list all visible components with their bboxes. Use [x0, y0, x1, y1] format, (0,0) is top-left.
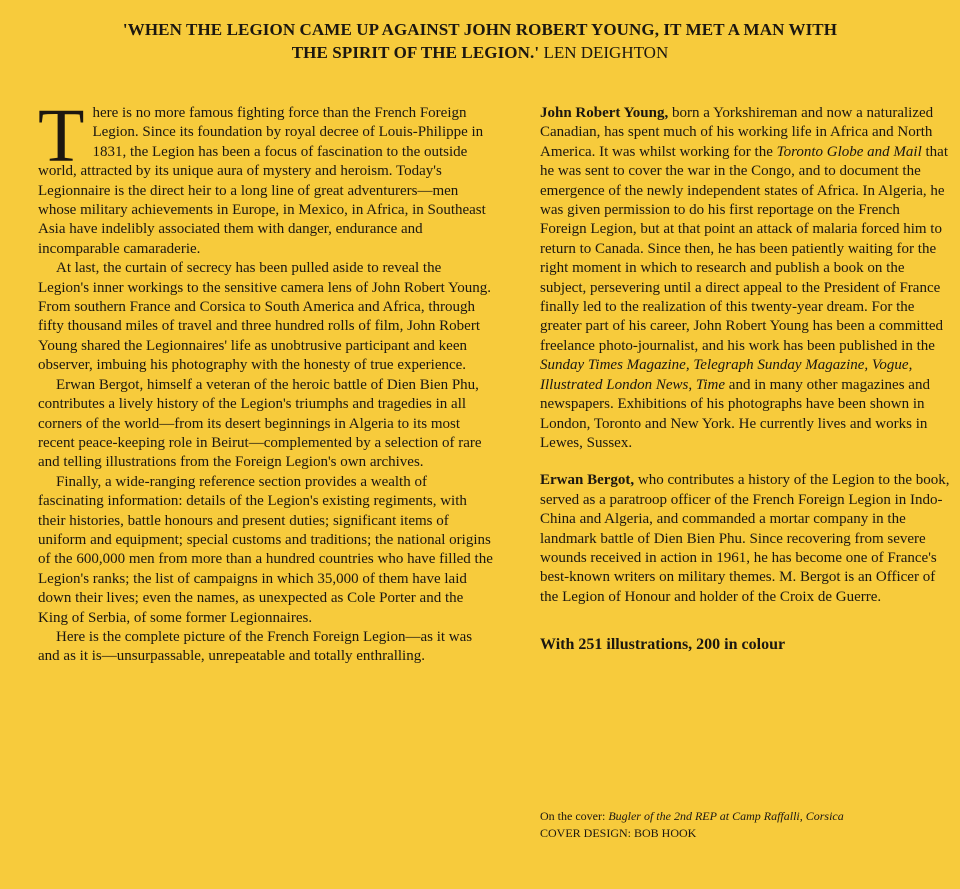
contributor-name: Erwan Bergot, — [540, 472, 635, 489]
pull-quote — [0, 18, 960, 64]
blurb-paragraph-3: Erwan Bergot, himself a veteran of the heroic battle of Dien Bien Phu, contributes a lively history of the Legion's triumphs and tragedies in all corners of the world—from its desert beginnings in Algeria to its most recent peace-keeping role in Beirut—complemented by a selection of rare and telling illustrations from the Foreign Legion's own archives. — [38, 376, 482, 471]
author-name: John Robert Young, — [540, 105, 669, 121]
quote-line-2: THE SPIRIT OF THE LEGION.' — [291, 43, 540, 62]
blurb-paragraph-5: Here is the complete picture of the French Foreign Legion—as it was and as it is—unsurpassable, unrepeatable and totally enthralling. — [38, 628, 473, 665]
blurb-paragraph-2: At last, the curtain of secrecy has been pulled aside to reveal the Legion's inner workings to the sensitive camera lens of John Robert Young. From southern France and Corsica to South America and Africa, through fifty thousand miles of travel and three hundred rolls of film, John Robert Young shared the Legionnaires' life as unobtrusive participant and keen observer, imbuing his photography with the honesty of true experience. — [38, 260, 492, 374]
cover-caption: On the cover: Bugler of the 2nd REP at Camp Raffalli, Corsica — [540, 809, 844, 823]
bio-column — [540, 104, 950, 655]
blurb-column — [38, 94, 496, 667]
bio-john-robert-young: John Robert Young, born a Yorkshireman and now a naturalized Canadian, has spent much of his working life in Africa and North America. It was whilst working for the Toronto Globe and Mail that he was sent to cover the war in the Congo, and to document the emergence of the newly independent states of Africa. In Algeria, he was given permission to do his first reportage on the French Foreign Legion, but at that point an attack of malaria forced him to return to Canada. Since then, he has been patiently waiting for the right moment in which to research and publish a book on the subject, persevering until a direct appeal to the President of France finally led to the realization of this twenty-year dream. For the greater part of his career, John Robert Young has been a committed freelance photo-journalist, and his work has been published in the Sunday Times Magazine, Telegraph Sunday Magazine, Vogue, Illustrated London News, Time and in many other magazines and newspapers. Exhibitions of his photographs have been shown in London, Toronto and New York. He currently lives and works in Lewes, Sussex. — [540, 105, 949, 451]
cover-credits — [540, 808, 950, 842]
blurb-paragraph-4: Finally, a wide-ranging reference section provides a wealth of fascinating information: details of the Legion's existing regiments, with their histories, battle honours and present duties; significant items of uniform and equipment; special customs and traditions; the national origins of the 600,000 men from more than a hundred countries who have filled the Legion's ranks; the list of campaigns in which 35,000 of them have laid down their lives; even the names, as unexpected as Cole Porter and the King of Serbia, of some former Legionnaires. — [38, 473, 493, 626]
bio-erwan-bergot: Erwan Bergot, who contributes a history of the Legion to the book, served as a paratroop officer of the French Foreign Legion in Indo-China and Algeria, and commanded a mortar company in the landmark battle of Dien Bien Phu. Since recovering from severe wounds received in action in 1961, he has become one of France's best-known writers on military themes. M. Bergot is an Officer of the Legion of Honour and holder of the Croix de Guerre. — [540, 472, 950, 605]
illustrations-note: With 251 illustrations, 200 in colour — [540, 636, 786, 654]
quote-author: LEN DEIGHTON — [543, 43, 669, 62]
quote-line-1: 'WHEN THE LEGION CAME UP AGAINST JOHN ROBERT YOUNG, IT MET A MAN WITH — [122, 20, 838, 39]
cover-design-credit: COVER DESIGN: BOB HOOK — [540, 826, 697, 840]
blurb-paragraph-1: There is no more famous fighting force than the French Foreign Legion. Since its foundation by royal decree of Louis-Philippe in 1831, the Legion has been a focus of fascination to the outside world, attracted by its unique aura of mystery and heroism. Today's Legionnaire is the direct heir to a long line of great adventurers—men whose military achievements in Europe, in Mexico, in Africa, in Southeast Asia have indelibly associated them with danger, endurance and incomparable camaraderie. — [38, 94, 486, 257]
drop-cap: T — [38, 94, 85, 178]
